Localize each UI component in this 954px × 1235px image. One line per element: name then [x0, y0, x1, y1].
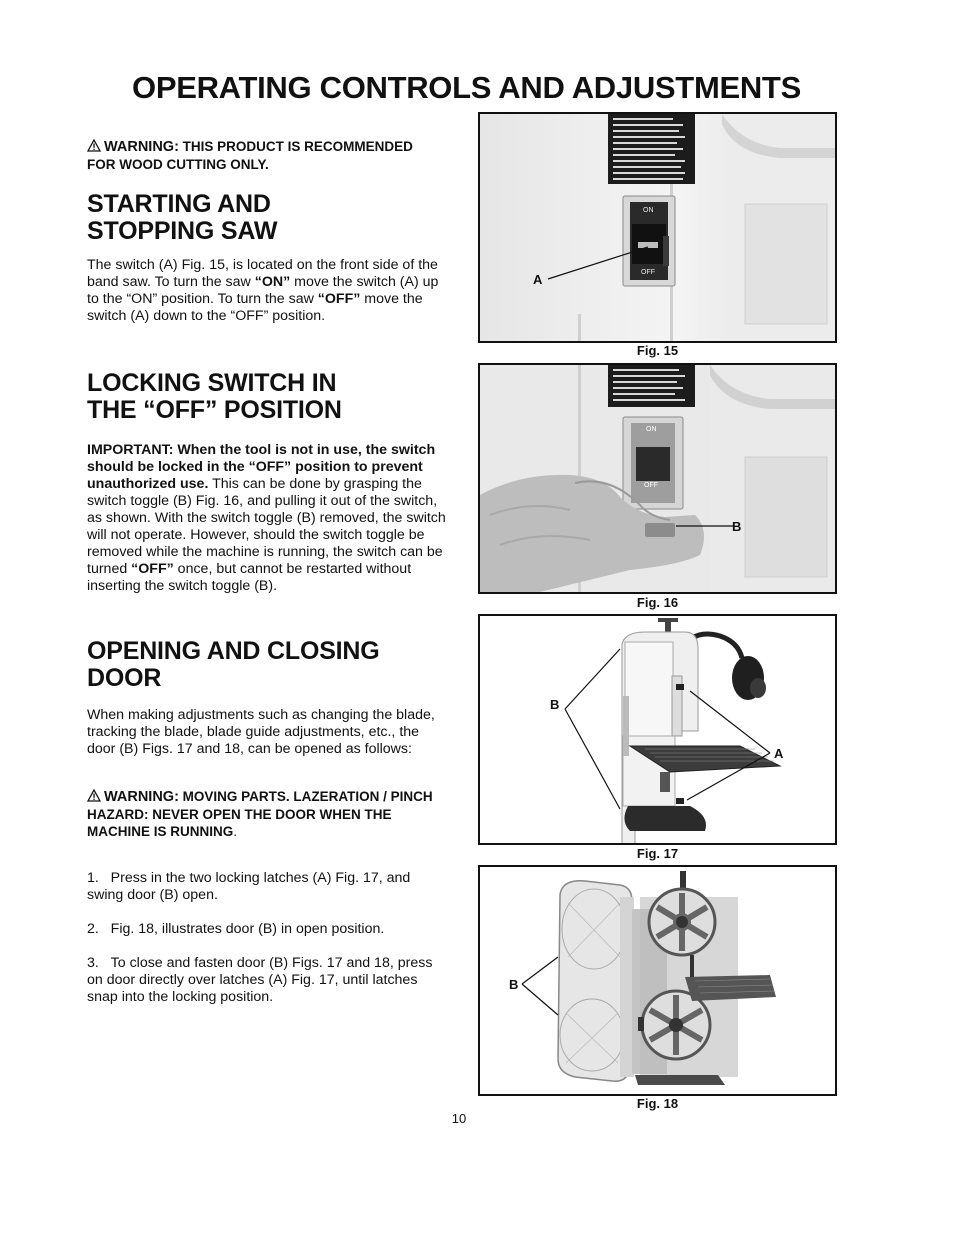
start-stop-paragraph: [87, 257, 447, 325]
text-run: move the switch (A) up to the “ON” position. To turn the saw: [87, 274, 439, 307]
callout-b: B: [550, 697, 560, 712]
door-step-1: 1. Press in the two locking latches (A) Fig. 17, and swing door (B) open.: [87, 870, 411, 903]
text-run: This can be done by grasping the switch toggle (B) Fig. 16, and pulling it out of the switch, as shown. With the switch toggle (B) removed, the switch will not operate. However, should the switch toggle be removed while the machine is running, the switch can be turned: [87, 476, 446, 577]
door-step-2: 2. Fig. 18, illustrates door (B) in open position.: [87, 921, 385, 937]
warning-text-line2: FOR WOOD CUTTING ONLY.: [87, 157, 269, 172]
warning-text: THIS PRODUCT IS RECOMMENDED: [178, 139, 413, 154]
switch-toggle-photo-fig16: [480, 365, 835, 592]
figure-18-caption: Fig. 18: [636, 1096, 679, 1111]
text-bold-off: “OFF”: [317, 291, 361, 307]
warning-label: WARNING:: [104, 139, 179, 155]
switch-off-label: OFF: [644, 482, 658, 489]
heading-line: OPENING AND CLOSING: [87, 637, 380, 665]
text-run: move the switch (A) down to the “OFF” position.: [87, 291, 423, 324]
text-run: once, but cannot be restarted without inserting the switch toggle (B).: [87, 561, 412, 594]
warning-end: .: [233, 824, 238, 839]
door-step-3: 3. To close and fasten door (B) Figs. 17 and 18, press on door directly over latches (A) Fig. 17, until latches snap into the locking position.: [87, 955, 433, 1005]
warning-text: MOVING PARTS. LAZERATION / PINCH HAZARD: NEVER OPEN THE DOOR WHEN THE MACHINE IS RUNNING: [87, 789, 433, 839]
figure-18: [478, 865, 837, 1096]
warning-wood-cutting: [87, 138, 447, 173]
heading-line: THE “OFF” POSITION: [87, 396, 342, 424]
warning-triangle-icon: [87, 789, 101, 806]
heading-line: STOPPING SAW: [87, 217, 278, 245]
callout-b: B: [509, 977, 519, 992]
figure-17: [478, 614, 837, 845]
heading-opening-closing-door: [87, 638, 447, 692]
figure-16-caption: Fig. 16: [636, 595, 679, 610]
switch-on-label: ON: [643, 207, 654, 214]
locking-paragraph: [87, 442, 447, 595]
page-title: OPERATING CONTROLS AND ADJUSTMENTS: [132, 70, 801, 105]
warning-label: WARNING:: [104, 789, 179, 805]
heading-line: STARTING AND: [87, 190, 271, 218]
switch-photo-fig15: [480, 114, 835, 341]
text-bold-off: “OFF”: [131, 561, 174, 577]
door-intro-paragraph: When making adjustments such as changing the blade, tracking the blade, blade guide adjustments, etc., the door (B) Figs. 17 and 18, can be opened as follows:: [87, 707, 435, 757]
figure-15: [478, 112, 837, 343]
text-bold-on: “ON”: [254, 274, 291, 290]
switch-off-label: OFF: [641, 269, 655, 276]
figure-15-caption: Fig. 15: [636, 343, 679, 358]
figure-17-caption: Fig. 17: [636, 846, 679, 861]
warning-triangle-icon: [87, 139, 101, 156]
heading-line: DOOR: [87, 664, 162, 692]
heading-line: LOCKING SWITCH IN: [87, 369, 337, 397]
band-saw-open-door-fig18: [480, 867, 835, 1094]
heading-locking-switch: [87, 370, 447, 424]
heading-starting-stopping: [87, 191, 447, 245]
band-saw-closed-door-fig17: [480, 616, 835, 843]
warning-moving-parts: [87, 788, 447, 840]
figure-16: [478, 363, 837, 594]
text-bold-important: IMPORTANT: When the tool is not in use, the switch should be locked in the “OFF” position to prevent unauthorized use.: [87, 442, 436, 492]
page-number: 10: [451, 1111, 467, 1126]
text-run: The switch (A) Fig. 15, is located on the front side of the band saw. To turn the saw: [87, 257, 438, 290]
switch-on-label: ON: [646, 426, 657, 433]
callout-a: A: [533, 272, 543, 287]
callout-b: B: [732, 519, 742, 534]
callout-a: A: [774, 746, 784, 761]
left-column: [87, 138, 447, 1006]
